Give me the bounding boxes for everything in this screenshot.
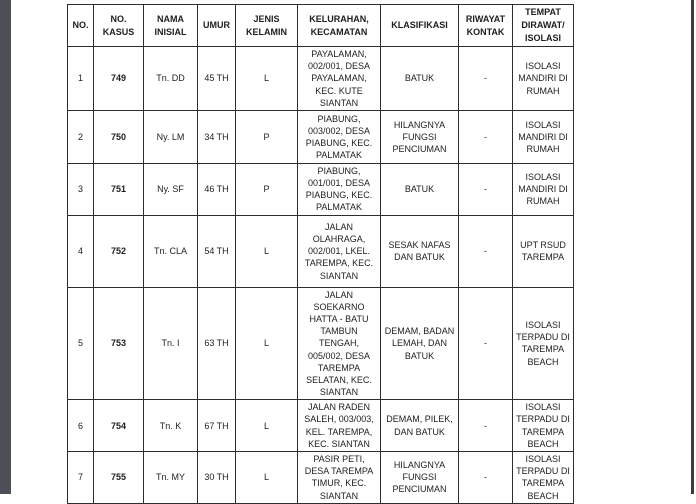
page-right-edge [691,0,694,494]
cell-no_kasus: 750 [94,110,144,163]
cell-umur: 46 TH [198,163,236,215]
column-header-riwayat: RIWAYAT KONTAK [459,5,513,47]
cell-kelurahan: PIABUNG, 003/002, DESA PIABUNG, KEC. PALMATAK [298,110,381,163]
cell-tempat: ISOLASI TERPADU DI TAREMPA BEACH [513,452,574,504]
cell-nama: Tn. I [144,287,198,399]
cell-jk: L [236,287,298,399]
header-row [68,5,574,47]
cell-no: 5 [68,287,94,399]
table-row [68,400,574,452]
cell-umur: 34 TH [198,110,236,163]
cell-no_kasus: 753 [94,287,144,399]
cell-kelurahan: JALAN SOEKARNO HATTA - BATU TAMBUN TENGAH, 005/002, DESA TAREMPA SELATAN, KEC. SIANTAN [298,287,381,399]
table-row [68,215,574,287]
cell-jk: L [236,47,298,111]
cell-jk: P [236,163,298,215]
cell-riwayat: - [459,215,513,287]
cell-no: 1 [68,47,94,111]
cell-klasifikasi: DEMAM, PILEK, DAN BATUK [381,400,459,452]
column-header-umur: UMUR [198,5,236,47]
cell-no: 2 [68,110,94,163]
cell-jk: L [236,400,298,452]
cell-no_kasus: 752 [94,215,144,287]
cell-nama: Tn. DD [144,47,198,111]
cell-nama: Tn. MY [144,452,198,504]
column-header-kelurahan: KELURAHAN, KECAMATAN [298,5,381,47]
cell-jk: L [236,215,298,287]
cell-nama: Tn. CLA [144,215,198,287]
cell-riwayat: - [459,287,513,399]
table-row [68,110,574,163]
cell-umur: 63 TH [198,287,236,399]
cell-no: 7 [68,452,94,504]
cell-no: 4 [68,215,94,287]
cell-kelurahan: JALAN RADEN SALEH, 003/003, KEL. TAREMPA, KEC. SIANTAN [298,400,381,452]
cases-table [67,4,574,504]
cell-klasifikasi: DEMAM, BADAN LEMAH, DAN BATUK [381,287,459,399]
cell-kelurahan: PASIR PETI, DESA TAREMPA TIMUR, KEC. SIANTAN [298,452,381,504]
cell-no: 6 [68,400,94,452]
cell-klasifikasi: HILANGNYA FUNGSI PENCIUMAN [381,110,459,163]
cell-tempat: ISOLASI MANDIRI DI RUMAH [513,110,574,163]
table-header [68,5,574,47]
cell-no_kasus: 755 [94,452,144,504]
cell-jk: P [236,110,298,163]
cell-riwayat: - [459,163,513,215]
cell-no_kasus: 751 [94,163,144,215]
column-header-nama: NAMA INISIAL [144,5,198,47]
column-header-no: NO. [68,5,94,47]
cell-kelurahan: PIABUNG, 001/001, DESA PIABUNG, KEC. PALMATAK [298,163,381,215]
column-header-no_kasus: NO. KASUS [94,5,144,47]
cell-no_kasus: 749 [94,47,144,111]
cell-tempat: ISOLASI MANDIRI DI RUMAH [513,47,574,111]
column-header-klasifikasi: KLASIFIKASI [381,5,459,47]
table-row [68,452,574,504]
column-header-tempat: TEMPAT DIRAWAT/ ISOLASI [513,5,574,47]
cell-no: 3 [68,163,94,215]
cell-nama: Ny. SF [144,163,198,215]
table-row [68,287,574,399]
cell-riwayat: - [459,47,513,111]
table-body [68,47,574,504]
cell-kelurahan: JALAN OLAHRAGA, 002/001, LKEL. TAREMPA, KEC. SIANTAN [298,215,381,287]
cell-nama: Ny. LM [144,110,198,163]
column-header-jk: JENIS KELAMIN [236,5,298,47]
table-row [68,163,574,215]
cell-umur: 54 TH [198,215,236,287]
cell-umur: 45 TH [198,47,236,111]
page-left-gutter [0,0,11,494]
cell-kelurahan: PAYALAMAN, 002/001, DESA PAYALAMAN, KEC. KUTE SIANTAN [298,47,381,111]
cell-no_kasus: 754 [94,400,144,452]
cell-tempat: ISOLASI TERPADU DI TAREMPA BEACH [513,287,574,399]
cell-jk: L [236,452,298,504]
cell-riwayat: - [459,110,513,163]
cell-umur: 30 TH [198,452,236,504]
table-row [68,47,574,111]
cell-tempat: UPT RSUD TAREMPA [513,215,574,287]
cell-klasifikasi: BATUK [381,163,459,215]
cell-nama: Tn. K [144,400,198,452]
cell-riwayat: - [459,400,513,452]
cell-tempat: ISOLASI MANDIRI DI RUMAH [513,163,574,215]
cell-klasifikasi: HILANGNYA FUNGSI PENCIUMAN [381,452,459,504]
cell-riwayat: - [459,452,513,504]
cell-umur: 67 TH [198,400,236,452]
cell-tempat: ISOLASI TERPADU DI TAREMPA BEACH [513,400,574,452]
cell-klasifikasi: BATUK [381,47,459,111]
cell-klasifikasi: SESAK NAFAS DAN BATUK [381,215,459,287]
